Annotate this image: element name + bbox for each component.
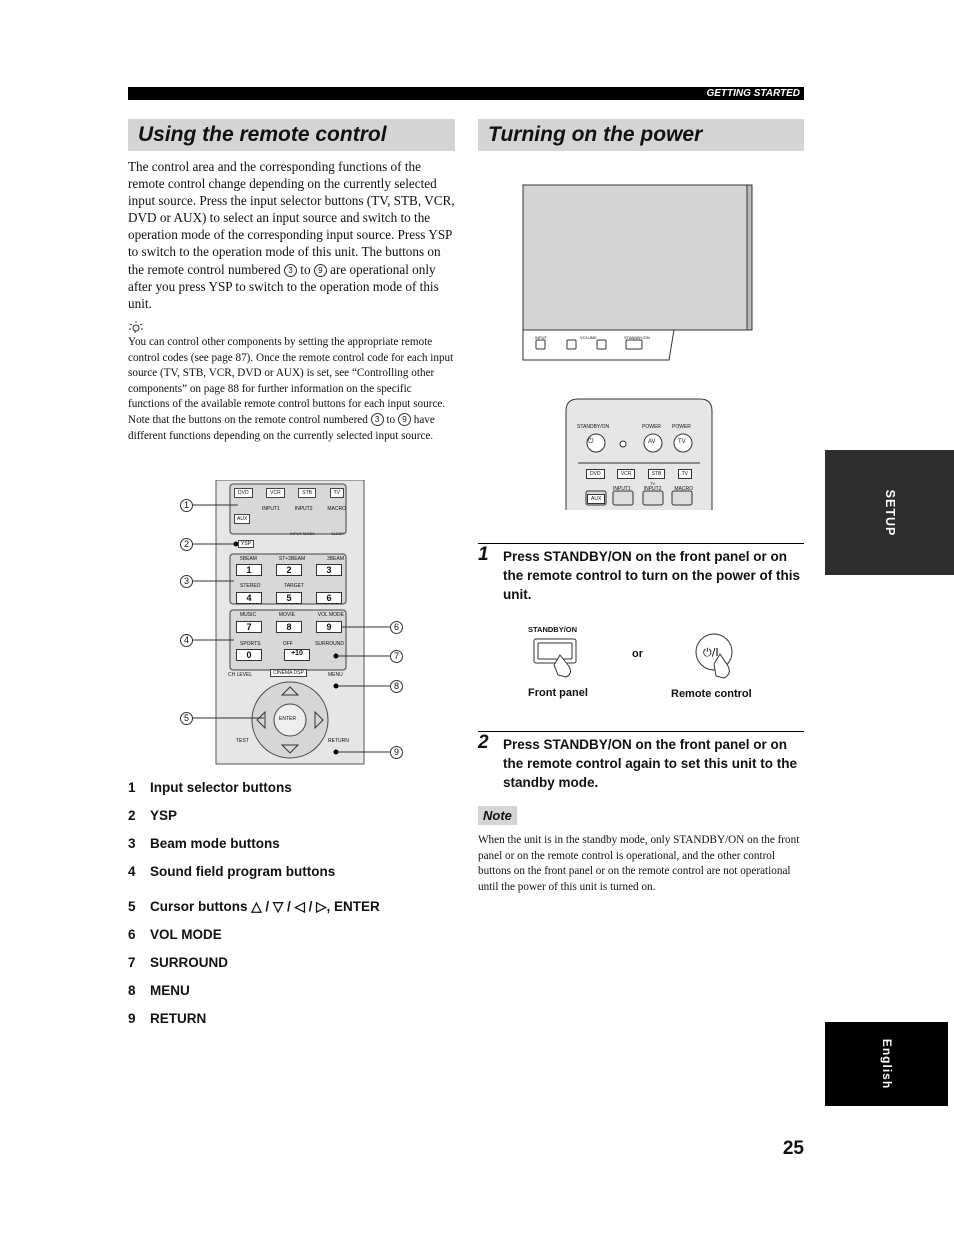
callout-2: 2 [180, 538, 193, 551]
remote-label-input-mode: INPUT MODE [290, 531, 316, 536]
remote-top-standby-icon: ⏻ [588, 438, 594, 445]
remote-label-3beam: 3BEAM [327, 556, 344, 562]
page-number: 25 [782, 1138, 804, 1159]
legend-item-8: 8 MENU [128, 983, 190, 998]
remote-num-7: 7 [236, 621, 262, 633]
remote-label-surround: SURROUND [315, 641, 344, 647]
intro-paragraph: The control area and the corresponding functions of the remote control change depending on the currently selected input source. Press the input selector buttons (TV, STB, VCR, DVD or AUX) to select an input source and switch to the operation mode of the corresponding input source. Press YSP to switch to the operation mode of this unit. The buttons on the remote control numbered 3 to 9 are operational only after you press YSP to switch to the operation mode of this unit. [128, 159, 455, 311]
legend-item-5: 5 Cursor buttons △ / ▽ / ◁ / ▷, ENTER [128, 899, 380, 914]
remote-num-2: 2 [276, 564, 302, 576]
remote-top-btn-dvd: DVD [586, 469, 605, 479]
remote-label-music: MUSIC [240, 612, 257, 618]
right-title-banner [478, 119, 804, 151]
remote-top-btn-aux: AUX [587, 494, 605, 504]
front-panel-button-hand-icon [532, 635, 582, 679]
remote-top-btn-tv-power: TV [678, 439, 686, 445]
callout-5: 5 [180, 712, 193, 725]
remote-label-st3beam: ST+3BEAM [278, 556, 306, 562]
remote-btn-enter: ENTER [279, 716, 296, 722]
tip-lightbulb-icon [128, 320, 146, 334]
remote-top-label-input2: INPUT2 [643, 486, 662, 492]
remote-num-3: 3 [316, 564, 342, 576]
legend-item-6: 6 VOL MODE [128, 927, 222, 942]
remote-btn-tv: TV [330, 488, 344, 498]
remote-num-8: 8 [276, 621, 302, 633]
legend-item-7: 7 SURROUND [128, 955, 229, 970]
remote-label-stereo: STEREO [240, 583, 261, 589]
panel-label-input: INPUT [535, 335, 547, 340]
remote-label-input1: INPUT1 [262, 506, 280, 512]
circled-9-tip: 9 [398, 413, 411, 426]
remote-top-btn-tv: TV [678, 469, 692, 479]
legend-item-4: 4 Sound field program buttons [128, 864, 336, 879]
svg-text:⏻/I: ⏻/I [703, 646, 719, 659]
remote-btn-aux: AUX [234, 514, 250, 524]
remote-label-menu: MENU [328, 672, 343, 678]
or-label: or [632, 648, 643, 660]
remote-label-target: TARGET [284, 583, 304, 589]
legend-item-9: 9 RETURN [128, 1011, 207, 1026]
remote-btn-dvd: DVD [234, 488, 253, 498]
callout-4: 4 [180, 634, 193, 647]
left-title: Using the remote control [138, 123, 387, 146]
english-tab: English [825, 1022, 948, 1106]
remote-btn-vcr: VCR [266, 488, 285, 498]
remote-top-btn-av: AV [648, 439, 656, 445]
left-title-banner [128, 119, 455, 151]
callout-7: 7 [390, 650, 403, 663]
remote-label-macro: MACRO [327, 506, 346, 512]
front-panel-label: Front panel [528, 687, 588, 699]
callout-9: 9 [390, 746, 403, 759]
remote-btn-ysp: YSP [238, 540, 254, 548]
circled-3: 3 [284, 264, 297, 277]
callout-6: 6 [390, 621, 403, 634]
remote-top-label-tv-group: TV [650, 481, 656, 486]
remote-top-label-power1: POWER [642, 424, 661, 430]
setup-tab: SETUP [825, 450, 954, 575]
remote-top-label-power2: POWER [672, 424, 691, 430]
legend-item-2: 2 YSP [128, 808, 178, 823]
remote-label-5beam: 5BEAM [240, 556, 257, 562]
remote-num-9: 9 [316, 621, 342, 633]
circled-3-tip: 3 [371, 413, 384, 426]
step2-number: 2 [478, 732, 489, 753]
right-title: Turning on the power [488, 123, 703, 146]
callout-8: 8 [390, 680, 403, 693]
remote-num-5: 5 [276, 592, 302, 604]
remote-btn-stb: STB [298, 488, 316, 498]
callout-1: 1 [180, 499, 193, 512]
remote-num-6: 6 [316, 592, 342, 604]
remote-label-sports: SPORTS [240, 641, 261, 647]
remote-label-off: OFF [282, 641, 293, 647]
remote-control-label: Remote control [671, 688, 752, 700]
circled-9: 9 [314, 264, 327, 277]
remote-label-cinema-dsp: CINEMA DSP [270, 669, 307, 677]
note-label: Note [478, 806, 517, 825]
header-bar [128, 87, 804, 100]
remote-label-return: RETURN [328, 738, 349, 744]
note-text: When the unit is in the standby mode, only STANDBY/ON on the front panel or on the remote control is operational, and the other control buttons on the front panel or on the remote control are not operational until the power of this unit is turned on. [478, 834, 800, 893]
remote-num-4: 4 [236, 592, 262, 604]
remote-top-label-input1: INPUT1 [613, 486, 631, 492]
remote-num-plus10: +10 [284, 649, 310, 661]
remote-top-label-standby: STANDBY/ON [577, 424, 610, 430]
standby-label: STANDBY/ON [528, 625, 578, 634]
step1-text: Press STANDBY/ON on the front panel or on the remote control to turn on the power of this unit. [503, 549, 800, 602]
remote-illustration [178, 480, 408, 765]
step2-rule [478, 731, 804, 732]
step1-rule [478, 543, 804, 544]
remote-label-vol-mode: VOL MODE [317, 612, 344, 618]
remote-label-sleep: SLEEP [331, 531, 344, 536]
legend-item-3: 3 Beam mode buttons [128, 836, 280, 851]
callout-3: 3 [180, 575, 193, 588]
remote-num-0: 0 [236, 649, 262, 661]
remote-top-btn-stb: STB [648, 469, 666, 479]
step1-number: 1 [478, 544, 489, 565]
tip-paragraph: You can control other components by setting the appropriate remote control codes (see page 87). Once the remote control code for each input source (TV, STB, VCR, DVD or AUX) is set, see “Controlling other components” on page 88 for further information on the specific functions of the available remote control buttons for each input source. Note that the buttons on the remote control numbered 3 to 9 have different functions depending on the currently selected input source. [128, 336, 454, 442]
remote-label-ch-level: CH LEVEL [228, 672, 253, 678]
remote-top-btn-vcr: VCR [617, 469, 636, 479]
legend-item-1: 1 Input selector buttons [128, 780, 292, 795]
remote-standby-hand-icon [694, 632, 736, 680]
remote-label-movie: MOVIE [278, 612, 296, 618]
remote-label-test: TEST [236, 738, 249, 744]
remote-top-label-macro: MACRO [674, 486, 693, 492]
panel-label-standby: STANDBY/ON [624, 335, 650, 340]
step2-text: Press STANDBY/ON on the front panel or on the remote control again to set this unit to the standby mode. [503, 737, 798, 790]
section-label: GETTING STARTED [706, 88, 800, 99]
remote-num-1: 1 [236, 564, 262, 576]
remote-label-input2: INPUT2 [294, 506, 313, 512]
panel-label-volume: VOLUME [580, 335, 597, 340]
